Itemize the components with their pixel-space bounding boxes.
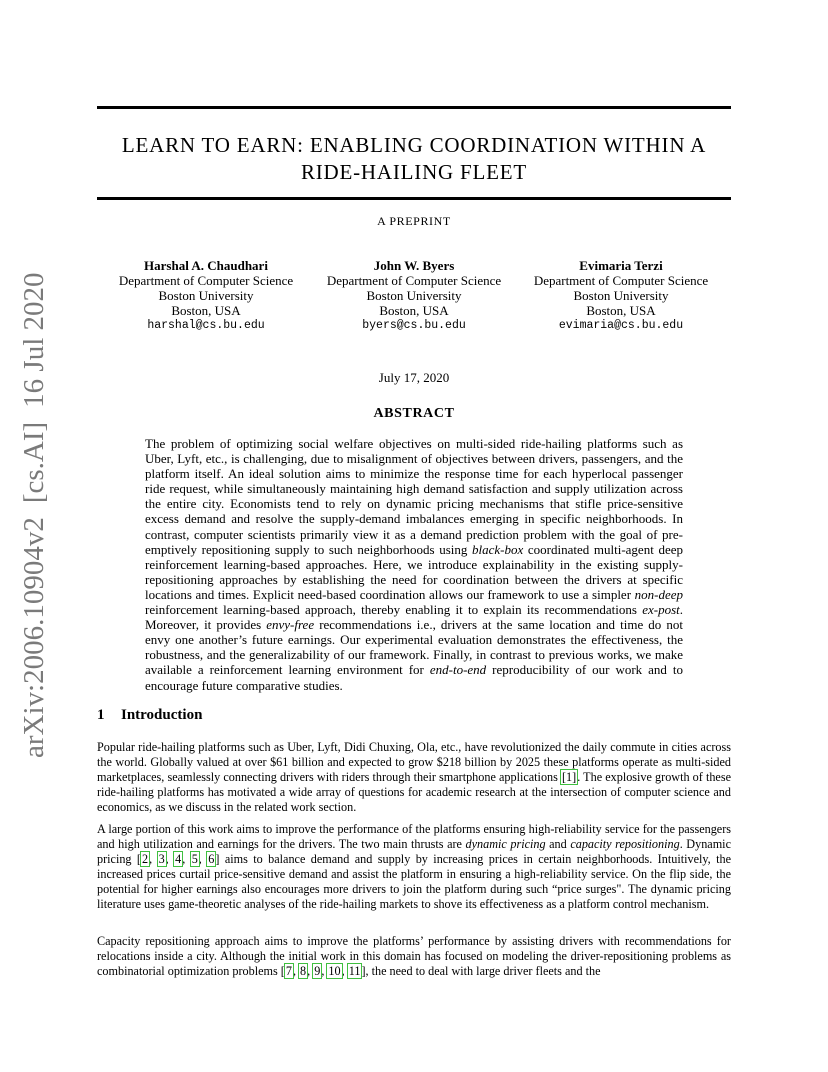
section-number: 1 bbox=[97, 707, 105, 723]
abstract-body bbox=[145, 436, 683, 693]
arxiv-category: [cs.AI] bbox=[18, 421, 50, 504]
citation-link[interactable]: 9 bbox=[314, 964, 321, 978]
author-email[interactable]: harshal@cs.bu.edu bbox=[147, 319, 265, 332]
arxiv-stamp bbox=[18, 272, 66, 758]
author-name: Evimaria Terzi bbox=[579, 258, 663, 273]
author-dept: Department of Computer Science bbox=[326, 273, 502, 288]
paper-date: July 17, 2020 bbox=[378, 370, 450, 385]
paragraph-text: Popular ride-hailing platforms such as Uber, Lyft, Didi Chuxing, Ola, etc., have revolutionized the daily commute in cities across the world. Globally valued at over $61 billion and expected to grow $218 billion by 2025 these platforms operate as multi-sided marketplaces, seamlessly connecting drivers with riders through their smartphone applications bbox=[97, 740, 731, 784]
author-block-2 bbox=[304, 258, 524, 333]
intro-paragraph-2: A large portion of this work aims to improve the performance of the platforms ensuring high-reliability service for the passengers and high utilization and earnings for the drivers. The two main thrusts are dynamic pricing and capacity repositioning. Dynamic pricing [2, 3, 4, 5, 6] aims to balance demand and supply by increasing prices in certain neighborhoods. Intuitively, the increased prices curtail price-sensitive demand and assist the platform in ensuring a high-reliability service. On the flip side, the potential for higher earnings also encourages more drivers to join the platform during such “price surges". The dynamic pricing literature uses game-theoretic analyses of the ride-hailing markets to shove its effectiveness as a platform control mechanism. bbox=[97, 822, 732, 911]
paragraph-text: . Dynamic pricing [ bbox=[97, 837, 731, 866]
citation-link[interactable]: [1] bbox=[562, 770, 577, 784]
author-email[interactable]: byers@cs.bu.edu bbox=[362, 319, 466, 332]
author-location: Boston, USA bbox=[379, 303, 449, 318]
title-line-2: RIDE-HAILING FLEET bbox=[300, 160, 528, 184]
abstract-emph: non-deep bbox=[634, 586, 683, 602]
paragraph-emph: dynamic pricing bbox=[465, 837, 546, 851]
section-title: Introduction bbox=[121, 707, 203, 723]
citation-link[interactable]: 8 bbox=[300, 964, 307, 978]
abstract-emph: end-to-end bbox=[429, 662, 487, 678]
author-block-1 bbox=[96, 258, 316, 333]
author-univ: Boston University bbox=[366, 288, 462, 303]
intro-paragraph-1 bbox=[97, 740, 731, 815]
author-block-3 bbox=[511, 258, 731, 333]
paper-title bbox=[97, 132, 731, 186]
title-line-1: LEARN TO EARN: ENABLING COORDINATION WITHIN A bbox=[121, 133, 707, 157]
citation-link[interactable]: 5 bbox=[191, 852, 198, 866]
author-email[interactable]: evimaria@cs.bu.edu bbox=[558, 319, 684, 332]
citation-link[interactable]: 4 bbox=[175, 852, 182, 866]
author-dept: Department of Computer Science bbox=[118, 273, 294, 288]
author-location: Boston, USA bbox=[586, 303, 656, 318]
abstract-text: reinforcement learning-based approach, thereby enabling it to explain its recommendations bbox=[145, 602, 643, 618]
paragraph-text: Capacity repositioning approach aims to improve the platforms’ performance by assisting drivers with recommendations for relocations inside a city. Although the initial work in this domain has focused on modeling the driver-repositioning problems as combinatorial optimization problems [ bbox=[97, 934, 731, 978]
citation-link[interactable]: 10 bbox=[328, 964, 341, 978]
intro-paragraph-3: Capacity repositioning approach aims to improve the platforms’ performance by assisting drivers with recommendations for relocations inside a city. Although the initial work in this domain has focused on modeling the driver-repositioning problems as combinatorial optimization problems [7, 8, 9, 10, 11], the need to deal with large driver fleets and the bbox=[97, 934, 731, 978]
abstract-heading: ABSTRACT bbox=[373, 406, 455, 421]
abstract-emph: ex-post bbox=[642, 602, 680, 618]
section-heading bbox=[97, 707, 202, 724]
preprint-label: A PREPRINT bbox=[377, 214, 451, 228]
author-dept: Department of Computer Science bbox=[533, 273, 709, 288]
paragraph-text: . The explosive growth of these ride-hailing platforms has motivated a wide array of questions for academic research at the intersection of computer science and economics, as we discuss in the related work section. bbox=[97, 770, 731, 814]
author-univ: Boston University bbox=[573, 288, 669, 303]
arxiv-id: arXiv:2006.10904v2 bbox=[18, 517, 50, 758]
top-rule bbox=[97, 106, 731, 109]
abstract-text: The problem of optimizing social welfare objectives on multi-sided ride-hailing platforms such as Uber, Lyft, etc., is challenging, due to misalignment of objectives between drivers, passengers, and the platform itself. An ideal solution aims to minimize the response time for each hyperlocal passenger ride request, while simultaneously maintaining high demand satisfaction and supply utilization across the entire city. Economists tend to rely on dynamic pricing mechanisms that stifle price-sensitive excess demand and resolve the supply-demand imbalances emerging in specific neighborhoods. In contrast, computer scientists primarily view it as a demand prediction problem with the goal of pre-emptively repositioning supply to such neighborhoods using bbox=[145, 436, 683, 557]
arxiv-date: 16 Jul 2020 bbox=[18, 272, 50, 408]
citation-link[interactable]: 3 bbox=[158, 852, 165, 866]
paragraph-text: and bbox=[545, 837, 571, 851]
citation-link[interactable]: 2 bbox=[142, 852, 149, 866]
paragraph-text: ] aims to balance demand and supply by increasing prices in certain neighborhoods. Intuitively, the increased prices curtail price-sensitive demand and assist the platform in ensuring a high-reliability service. On the flip side, the potential for higher earnings also encourages more drivers to join the platform during such “price surges". The dynamic pricing literature uses game-theoretic analyses of the ride-hailing markets to shove its effectiveness as a platform control mechanism. bbox=[97, 852, 732, 911]
paragraph-text: A large portion of this work aims to improve the performance of the platforms ensuring high-reliability service for the passengers and high utilization and earnings for the drivers. The two main thrusts are bbox=[97, 822, 731, 851]
paragraph-emph: capacity repositioning bbox=[570, 837, 680, 851]
abstract-emph: envy-free bbox=[266, 617, 315, 633]
abstract-text: coordinated multi-agent deep reinforcement learning-based approaches. Here, we introduce explainability in the existing supply-repositioning approaches by establishing the need for coordination between the drivers at specific locations and times. Explicit need-based coordination allows our framework to use a simpler bbox=[145, 541, 683, 602]
abstract-text: . Moreover, it provides bbox=[145, 602, 683, 633]
author-name: Harshal A. Chaudhari bbox=[144, 258, 268, 273]
author-name: John W. Byers bbox=[373, 258, 455, 273]
abstract-emph: black-box bbox=[472, 541, 524, 557]
author-univ: Boston University bbox=[158, 288, 254, 303]
citation-link[interactable]: 6 bbox=[208, 852, 215, 866]
abstract-text: reproducibility of our work and to encourage future comparative studies. bbox=[145, 662, 683, 693]
title-bottom-rule bbox=[97, 197, 731, 200]
citation-link[interactable]: 11 bbox=[348, 964, 361, 978]
abstract-text: recommendations i.e., drivers at the same location and time do not envy one another’s future earnings. Our experimental evaluation demonstrates the effectiveness, the robustness, and the generalizability of our framework. Finally, in contrast to previous works, we make available a reinforcement learning environment for bbox=[145, 617, 684, 678]
author-location: Boston, USA bbox=[171, 303, 241, 318]
paragraph-text: ], the need to deal with large driver fleets and the bbox=[361, 964, 601, 978]
citation-link[interactable]: 7 bbox=[285, 964, 292, 978]
